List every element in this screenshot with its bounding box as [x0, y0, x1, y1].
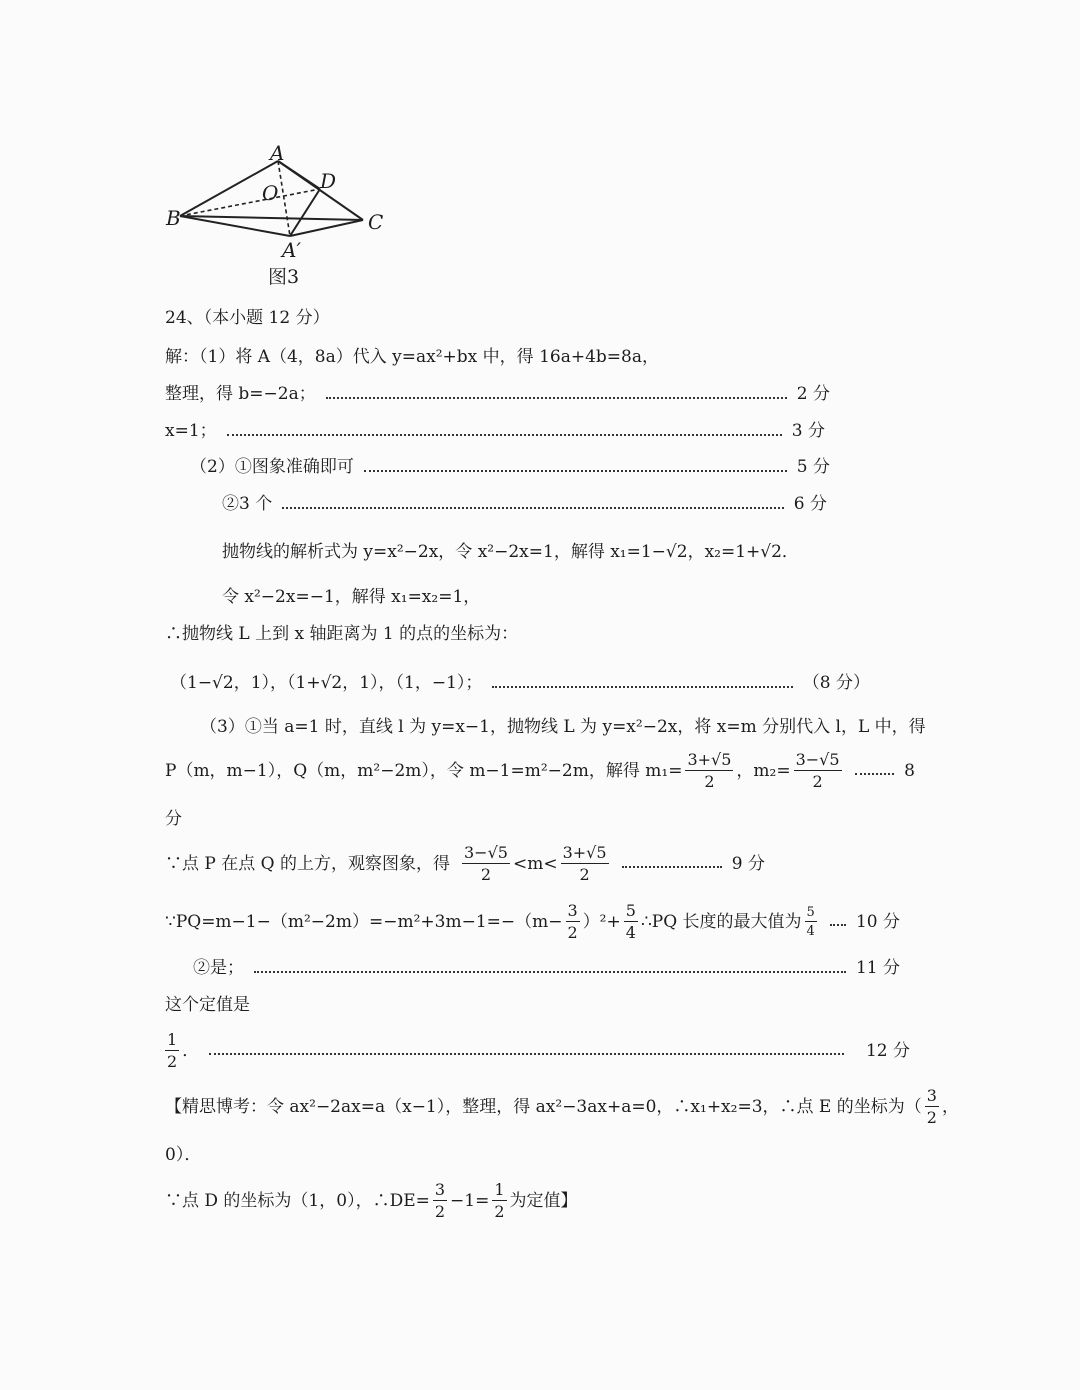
score: （8 分）	[802, 673, 870, 693]
solution-part3-line7	[165, 1032, 910, 1070]
inequality: <m<	[512, 853, 558, 874]
step-text: ）²+	[582, 911, 621, 932]
step-text: （2）①图象准确即可	[190, 457, 354, 477]
step-text: P（m，m−1），Q（m，m²−2m），令 m−1=m²−2m，解得 m₁=	[165, 760, 683, 781]
score: 3 分	[791, 421, 825, 441]
solution-part3-line2	[165, 752, 915, 790]
segment-AD	[278, 161, 320, 189]
step-text: −1=	[450, 1190, 490, 1211]
segment-BD-dashed	[180, 189, 320, 216]
fraction-m2	[794, 752, 842, 790]
step-text: 为定值】	[509, 1190, 578, 1211]
numerator: 1	[167, 1030, 178, 1049]
score: 5 分	[796, 457, 830, 477]
step-text: （1−√2，1），（1+√2，1），（1，−1）；	[170, 673, 483, 693]
numerator: 3−√5	[795, 750, 840, 769]
dot-leader	[209, 1053, 844, 1055]
step-text: 【精思博考：令 ax²−2ax=a（x−1），整理，得 ax²−3ax+a=0，∴x₁+x₂=3，∴点 E 的坐标为（	[165, 1096, 922, 1117]
numerator: 3	[926, 1086, 937, 1105]
fraction-one-half	[492, 1182, 506, 1220]
extension-note-line3	[165, 1182, 578, 1220]
solution-part3-line3	[165, 845, 765, 883]
step-text: ∵点 P 在点 Q 的上方，观察图象，得	[165, 853, 450, 874]
score: 6 分	[793, 494, 827, 514]
step-text: ∵点 D 的坐标为（1，0），∴DE=	[165, 1190, 430, 1211]
segment-AA-prime-dashed	[278, 161, 290, 236]
label-D: D	[320, 169, 337, 193]
step-text: ，	[941, 1096, 959, 1117]
dot-leader	[492, 686, 792, 688]
dot-leader	[855, 773, 895, 775]
fraction-upper	[561, 845, 609, 883]
score: 2 分	[796, 384, 830, 404]
fraction-lower	[462, 845, 510, 883]
denominator: 2	[579, 865, 590, 884]
dot-leader	[326, 397, 787, 399]
denominator: 2	[812, 772, 823, 791]
label-A-prime: A′	[282, 238, 301, 262]
solution-part2-line3: 抛物线的解析式为 y=x²−2x，令 x²−2x=1，解得 x₁=1−√2，x₂=1+√2．	[222, 542, 799, 562]
step-text: x=1；	[165, 421, 217, 441]
fraction-three-halves	[566, 903, 580, 941]
solution-part2-line2	[222, 496, 827, 513]
denominator: 2	[434, 1202, 446, 1221]
score: 11 分	[855, 958, 900, 978]
denominator: 2	[167, 1052, 178, 1071]
solution-part3-line1: （3）①当 a=1 时，直线 l 为 y=x−1，抛物线 L 为 y=x²−2x，将 x=m 分别代入 l，L 中，得	[200, 717, 926, 737]
step-text: ，m₂=	[736, 760, 791, 781]
denominator: 4	[625, 923, 636, 942]
dot-leader	[364, 470, 787, 472]
numerator: 3+√5	[687, 750, 732, 769]
step-text: ∵PQ=m−1−（m²−2m）=−m²+3m−1=−（m−	[165, 911, 563, 932]
step-text: ②3 个	[222, 494, 273, 514]
solution-part3-line6: 这个定值是	[165, 995, 250, 1015]
dot-leader	[830, 924, 846, 926]
solution-part2-line6	[170, 675, 870, 692]
dot-leader	[227, 434, 782, 436]
solution-part1-line3	[165, 423, 825, 440]
solution-part3-line5	[193, 960, 900, 977]
solution-part1-line2	[165, 386, 830, 403]
fraction-three-halves	[433, 1182, 447, 1220]
label-A: A	[270, 141, 285, 165]
numerator: 1	[494, 1180, 505, 1199]
fraction-m1	[685, 752, 733, 790]
solution-part2-line1	[190, 459, 830, 476]
numerator: 5	[625, 901, 636, 920]
denominator: 2	[704, 772, 715, 791]
denominator: 2	[494, 1202, 505, 1221]
step-text: 整理，得 b=−2a；	[165, 384, 316, 404]
score: 12 分	[865, 1040, 910, 1061]
solution-part3-line4	[165, 903, 900, 941]
score: 9 分	[731, 853, 765, 874]
segment-BC	[180, 216, 363, 220]
fraction-one-half	[165, 1032, 179, 1070]
fraction-max-value	[805, 906, 817, 938]
score: 10 分	[855, 911, 900, 932]
solution-part1-line1: 解：（1）将 A（4，8a）代入 y=ax²+bx 中，得 16a+4b=8a，	[165, 347, 659, 367]
figure-caption: 图3	[268, 266, 300, 288]
label-O: O	[262, 181, 279, 205]
score-unit: 分	[165, 809, 182, 829]
step-text: ∴PQ 长度的最大值为	[640, 911, 802, 932]
label-B: B	[166, 206, 181, 230]
fraction-five-quarters	[624, 903, 638, 941]
numerator: 5	[806, 905, 815, 920]
dot-leader	[254, 971, 846, 973]
denominator: 2	[567, 923, 578, 942]
step-text: ②是；	[193, 958, 244, 978]
extension-note-line2: 0）．	[165, 1145, 202, 1165]
numerator: 3	[567, 901, 578, 920]
dot-leader	[282, 507, 784, 509]
period: ．	[182, 1040, 200, 1061]
score: 8	[904, 760, 915, 781]
numerator: 3+√5	[562, 843, 607, 862]
fraction-three-halves	[925, 1088, 939, 1126]
denominator: 2	[926, 1108, 937, 1127]
numerator: 3	[434, 1180, 446, 1199]
label-C: C	[368, 210, 384, 234]
segment-A-prime-D	[290, 189, 320, 236]
extension-note-line1	[165, 1088, 959, 1126]
solution-part2-line5: ∴抛物线 L 上到 x 轴距离为 1 的点的坐标为：	[165, 624, 519, 644]
denominator: 4	[806, 924, 815, 939]
numerator: 3−√5	[464, 843, 508, 862]
denominator: 2	[480, 865, 492, 884]
solution-part2-line4: 令 x²−2x=−1，解得 x₁=x₂=1，	[222, 587, 481, 607]
dot-leader	[622, 866, 722, 868]
segment-A-prime-C	[290, 220, 363, 236]
question-header: 24、（本小题 12 分）	[165, 308, 330, 328]
